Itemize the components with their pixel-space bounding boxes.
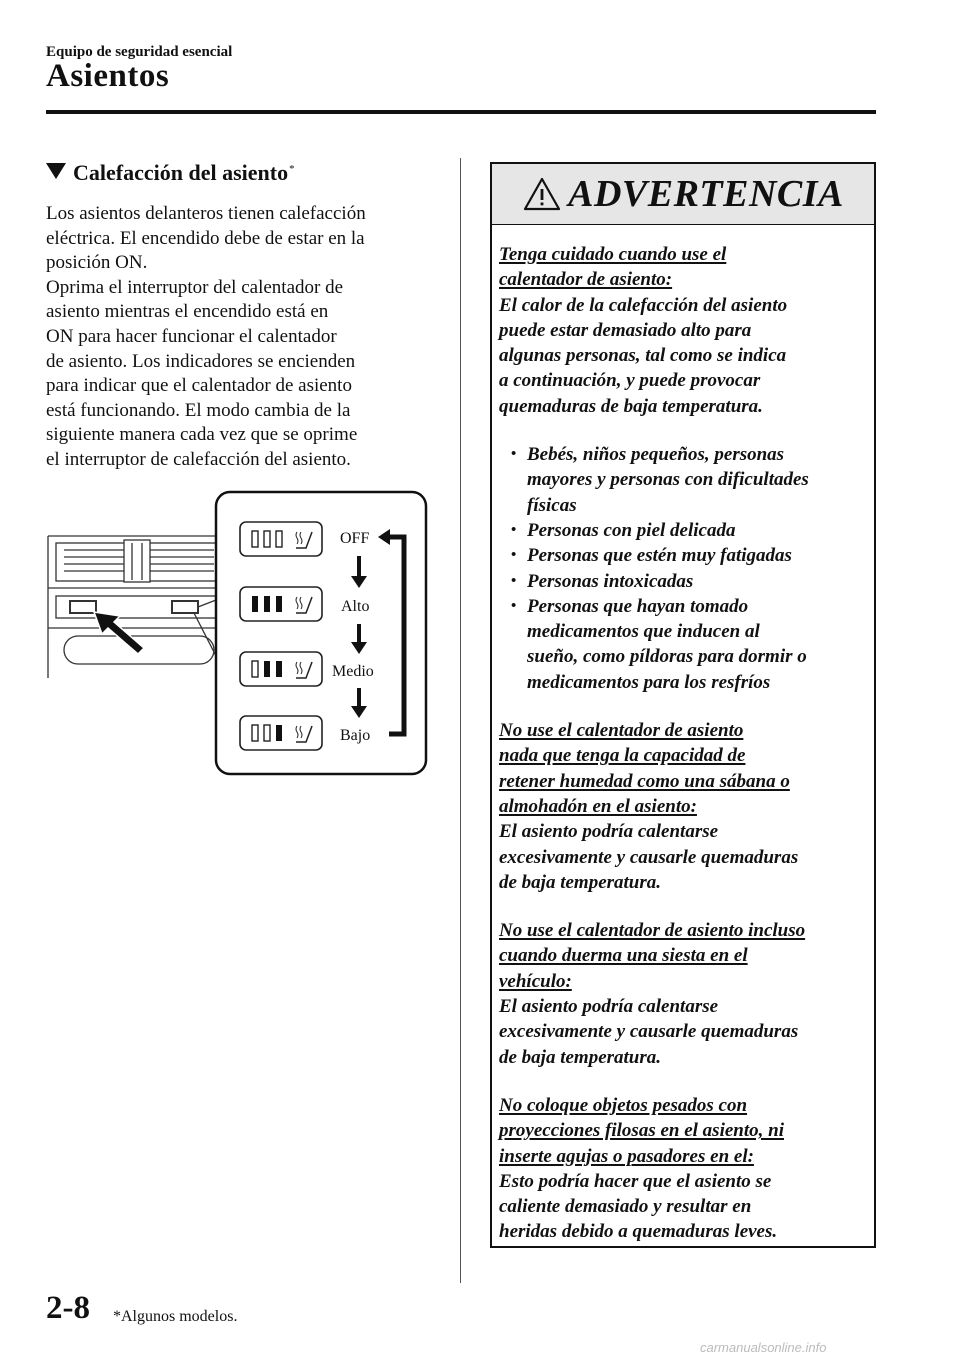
column-divider — [460, 158, 461, 1283]
warning-heading: retener humedad como una sábana o — [499, 770, 790, 792]
warning-text: heridas debido a quemaduras leves. — [499, 1221, 778, 1243]
warning-text: caliente demasiado y resultar en — [499, 1196, 752, 1218]
warning-text: algunas personas, tal como se indica — [499, 345, 787, 367]
bullet-item: • Personas con piel delicada — [499, 518, 869, 543]
switch-medium-icon — [240, 652, 322, 686]
mode-label-high: Alto — [341, 598, 370, 615]
warning-text: a continuación, y puede provocar — [499, 370, 761, 392]
body-line: de asiento. Los indicadores se encienden — [46, 350, 356, 372]
footnote: *Algunos modelos. — [113, 1308, 238, 1325]
warning-heading: No use el calentador de asiento incluso — [499, 920, 806, 942]
section-label: Equipo de seguridad esencial — [46, 44, 233, 60]
body-line: asiento mientras el encendido está en — [46, 301, 329, 323]
warning-text: El asiento podría calentarse — [499, 996, 719, 1018]
body-text — [46, 202, 436, 473]
header-rule — [46, 110, 876, 114]
body-line: eléctrica. El encendido debe de estar en la — [46, 227, 365, 249]
warning-text: El calor de la calefacción del asiento — [499, 294, 788, 316]
bullet-item-cont: medicamentos que inducen al — [527, 621, 760, 643]
bullet-item: • Personas intoxicadas — [499, 569, 869, 594]
bullet-item: • Personas que estén muy fatigadas — [499, 543, 869, 568]
body-line: siguiente manera cada vez que se oprime — [46, 424, 358, 446]
warning-text: excesivamente y causarle quemaduras — [499, 846, 799, 868]
body-line: para indicar que el calentador de asiento — [46, 375, 352, 397]
warning-header — [492, 164, 874, 225]
warning-text: de baja temperatura. — [499, 1046, 662, 1068]
warning-heading: calentador de asiento: — [499, 269, 673, 291]
body-line: está funcionando. El modo cambia de la — [46, 399, 351, 421]
triangle-bullet-icon — [46, 163, 66, 179]
bullet-item: • Personas que hayan tomado — [499, 594, 869, 619]
warning-heading: nada que tenga la capacidad de — [499, 745, 746, 767]
mode-label-low: Bajo — [340, 727, 371, 744]
switch-low-icon — [240, 716, 322, 750]
warning-text: de baja temperatura. — [499, 871, 662, 893]
warning-heading: inserte agujas o pasadores en el: — [499, 1145, 754, 1167]
body-line: Oprima el interruptor del calentador de — [46, 276, 344, 298]
seat-heater-illustration — [44, 488, 430, 778]
warning-heading: proyecciones filosas en el asiento, ni — [499, 1120, 784, 1142]
warning-heading: cuando duerma una siesta en el — [499, 945, 748, 967]
warning-heading: vehículo: — [499, 970, 572, 992]
warning-triangle-icon — [522, 176, 562, 212]
bullet-item-cont: medicamentos para los resfríos — [527, 671, 771, 693]
warning-text: quemaduras de baja temperatura. — [499, 395, 763, 417]
warning-box — [490, 162, 876, 1248]
watermark: carmanualsonline.info — [700, 1340, 827, 1355]
warning-text: Esto podría hacer que el asiento se — [499, 1170, 772, 1192]
warning-heading: almohadón en el asiento: — [499, 795, 697, 817]
page-number: 2-8 — [46, 1290, 90, 1326]
subheading — [46, 160, 295, 186]
warning-text: puede estar demasiado alto para — [499, 319, 752, 341]
footnote-mark: * — [289, 163, 295, 175]
mode-label-off: OFF — [340, 530, 370, 547]
warning-text: excesivamente y causarle quemaduras — [499, 1021, 799, 1043]
warning-body — [499, 242, 869, 1245]
mode-label-medium: Medio — [332, 663, 374, 680]
bullet-item-cont: mayores y personas con dificultades — [527, 469, 809, 491]
body-line: ON para hacer funcionar el calentador — [46, 325, 337, 347]
bullet-item: • Bebés, niños pequeños, personas — [499, 442, 869, 467]
body-line: el interruptor de calefacción del asiento. — [46, 448, 351, 470]
bullet-item-cont: físicas — [527, 494, 577, 516]
switch-off-icon — [240, 522, 322, 556]
body-line: Los asientos delanteros tienen calefacción — [46, 203, 366, 224]
dashboard-panel-icon — [48, 536, 220, 678]
bullet-item-cont: sueño, como píldoras para dormir o — [527, 646, 807, 668]
chapter-title: Asientos — [46, 58, 170, 94]
warning-heading: Tenga cuidado cuando use el — [499, 244, 727, 265]
subheading-text: Calefacción del asiento — [73, 160, 289, 185]
warning-text: El asiento podría calentarse — [499, 821, 719, 843]
warning-heading: No coloque objetos pesados con — [499, 1094, 748, 1116]
warning-heading: No use el calentador de asiento — [499, 720, 744, 742]
switch-high-icon — [240, 587, 322, 621]
warning-title: ADVERTENCIA — [568, 173, 844, 215]
body-line: posición ON. — [46, 252, 148, 274]
